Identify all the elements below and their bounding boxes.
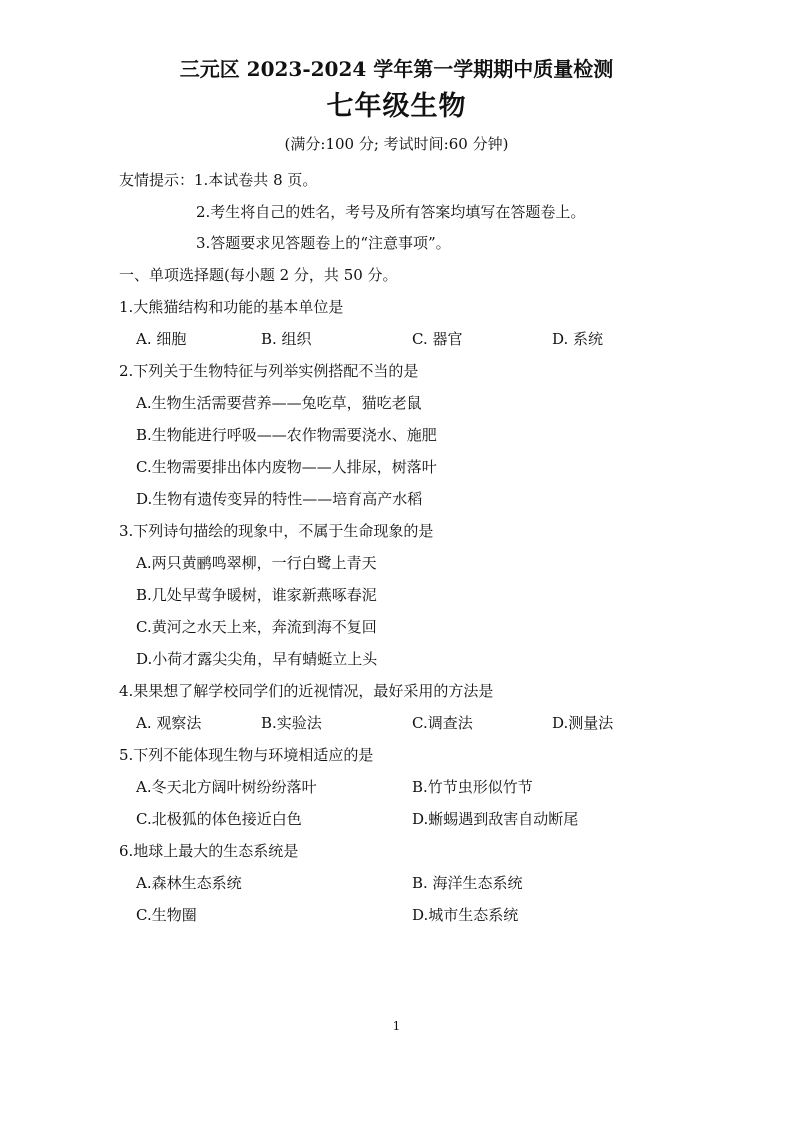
question-3-option-d: D.小荷才露尖尖角，早有蜻蜓立上头	[136, 650, 378, 668]
question-3-option-a: A.两只黄鹂鸣翠柳，一行白鹭上青天	[136, 554, 377, 572]
question-3-option-b: B.几处早莺争暖树，谁家新燕啄春泥	[136, 586, 377, 604]
tips-line-1: 友情提示：1.本试卷共 8 页。	[119, 171, 318, 189]
question-4-option-d: D.测量法	[552, 714, 614, 732]
tips-line-3: 3.答题要求见答题卷上的“注意事项”。	[196, 234, 451, 252]
subject-title: 七年级生物	[326, 91, 467, 122]
question-6-option-c: C.生物圈	[136, 906, 197, 924]
question-2-option-d: D.生物有遗传变异的特性——培育高产水稻	[136, 490, 423, 508]
exam-header: 三元区 2023-2024 学年第一学期期中质量检测	[179, 57, 614, 81]
question-4-option-b: B.实验法	[261, 714, 322, 732]
question-3-stem: 3.下列诗句描绘的现象中，不属于生命现象的是	[119, 522, 434, 540]
question-1-option-d: D. 系统	[552, 330, 604, 348]
question-1-stem: 1.大熊猫结构和功能的基本单位是	[119, 298, 344, 316]
question-1-option-a: A. 细胞	[136, 330, 187, 348]
question-1-option-b: B. 组织	[261, 330, 312, 348]
question-5-option-b: B.竹节虫形似竹节	[412, 778, 533, 796]
question-4-option-c: C.调查法	[412, 714, 473, 732]
question-6-option-d: D.城市生态系统	[412, 906, 519, 924]
question-2-option-a: A.生物生活需要营养——兔吃草，猫吃老鼠	[136, 394, 422, 412]
question-5-option-d: D.蜥蜴遇到敌害自动断尾	[412, 810, 579, 828]
question-4-stem: 4.果果想了解学校同学们的近视情况，最好采用的方法是	[119, 682, 494, 700]
question-6-option-a: A.森林生态系统	[136, 874, 242, 892]
tips-line-2: 2.考生将自己的姓名，考号及所有答案均填写在答题卷上。	[196, 203, 586, 221]
page-number: 1	[392, 1019, 401, 1033]
question-3-option-c: C.黄河之水天上来，奔流到海不复回	[136, 618, 377, 636]
question-6-option-b: B. 海洋生态系统	[412, 874, 523, 892]
question-4-option-a: A. 观察法	[136, 714, 202, 732]
question-2-option-c: C.生物需要排出体内废物——人排尿，树落叶	[136, 458, 437, 476]
question-1-option-c: C. 器官	[412, 330, 463, 348]
question-5-stem: 5.下列不能体现生物与环境相适应的是	[119, 746, 374, 764]
question-6-stem: 6.地球上最大的生态系统是	[119, 842, 299, 860]
question-2-option-b: B.生物能进行呼吸——农作物需要浇水、施肥	[136, 426, 437, 444]
question-5-option-c: C.北极狐的体色接近白色	[136, 810, 302, 828]
score-info: (满分:100 分; 考试时间:60 分钟)	[284, 135, 509, 153]
section-heading: 一、单项选择题(每小题 2 分，共 50 分。	[119, 266, 398, 284]
question-5-option-a: A.冬天北方阔叶树纷纷落叶	[136, 778, 317, 796]
question-2-stem: 2.下列关于生物特征与列举实例搭配不当的是	[119, 362, 419, 380]
